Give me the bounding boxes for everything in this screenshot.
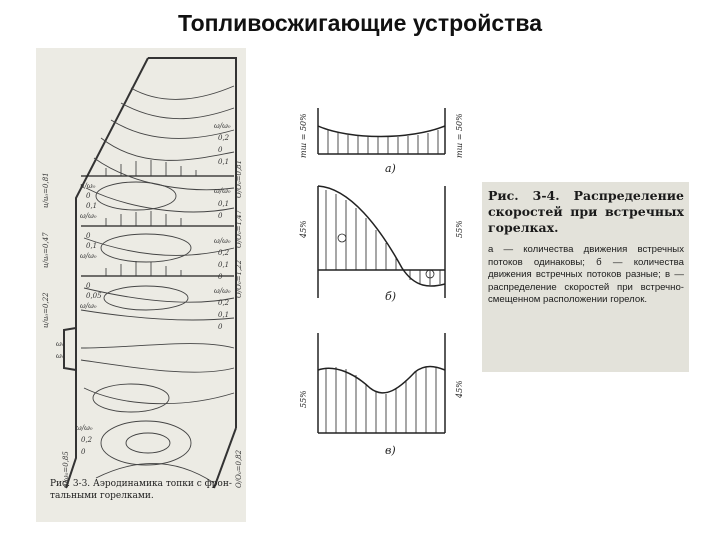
velocity-arrows	[106, 160, 196, 276]
annotation-left-4: ω/ω₀	[80, 212, 97, 220]
annotation-bottom-4: u/ω₀=0,85	[62, 451, 70, 488]
annotation-right-1: ω/ω₀	[214, 122, 231, 130]
measurement-bands	[81, 176, 234, 276]
annotation-right-3: 0	[218, 146, 223, 154]
burner-box	[64, 328, 76, 370]
annotation-right-11: 0	[218, 273, 223, 281]
slide-title: Топливосжигающие устройства	[177, 10, 543, 36]
annotation-side-1: u/u₀=0,81	[42, 172, 50, 208]
annotation-right-10: 0,1	[218, 261, 230, 269]
annotation-right-5: ω/ω₀	[214, 187, 231, 195]
annotation-left-11: ω₀	[56, 340, 65, 348]
annotation-right-15: 0	[218, 323, 223, 331]
panel-a-left-share: тш = 50%	[299, 113, 308, 158]
annotation-bottom-1: ω/ω₀	[76, 424, 93, 432]
figure-3-3-furnace-diagram	[36, 48, 246, 522]
annotation-ratio-3: O/O₀=1,22	[235, 259, 243, 298]
annotation-left-5: 0	[86, 232, 91, 240]
velocity-profile-panels	[290, 88, 475, 468]
figure-3-3-caption: Рис. 3-3. Аэродинамика топки с фрон-тальными горелками.	[50, 479, 232, 501]
annotation-ratio-1: O/O₀=0,81	[235, 159, 243, 198]
annotation-left-8: 0	[86, 282, 91, 290]
figure-3-4-caption-heading: Рис. 3-4. Распределение скоростей при встречных горелках.	[488, 188, 684, 235]
furnace-flow-drawing	[36, 48, 246, 522]
panel-c-right-share: 45%	[455, 380, 464, 398]
annotation-ratio-2: O/O₀=1,47	[235, 209, 243, 248]
figure-3-4-caption-box	[482, 182, 689, 372]
panel-c-label: в)	[385, 444, 396, 457]
annotation-bottom-3: 0	[81, 448, 86, 456]
annotation-side-2: u/u₀=0,47	[42, 232, 50, 268]
panel-a-right-share: тш = 50%	[455, 113, 464, 158]
panel-b-label: б)	[385, 290, 397, 303]
annotation-left-10: ω/ω₀	[80, 302, 97, 310]
figure-3-4-plots	[290, 88, 475, 468]
annotation-side-3: u/u₀=0,22	[42, 292, 50, 328]
panel-b-right-share: 55%	[455, 220, 464, 238]
annotation-left-12: ω₀	[56, 352, 65, 360]
annotation-bottom-2: 0,2	[81, 436, 93, 444]
panel-a-label: а)	[385, 162, 396, 175]
annotation-left-9: 0,05	[86, 292, 102, 300]
annotation-right-4: 0,1	[218, 158, 230, 166]
annotation-left-1: u/ω₀	[80, 182, 96, 190]
annotation-right-8: ω/ω₀	[214, 237, 231, 245]
annotation-left-2: 0	[86, 192, 91, 200]
annotation-left-6: 0,1	[86, 242, 98, 250]
annotation-left-3: 0,1	[86, 202, 98, 210]
panel-c	[318, 333, 445, 433]
annotation-ratio-4: O/O₀=0,82	[235, 449, 243, 488]
annotation-left-7: ω/ω₀	[80, 252, 97, 260]
panel-b-left-share: 45%	[299, 220, 308, 238]
panel-b	[318, 186, 445, 298]
figure-3-4-caption-body: а — количества движения встречных потоков одинаковы; б — количества движения встречных потоков разные; в — распределение скоростей при встречно-смещенном расположении горелок.	[488, 244, 684, 306]
annotation-right-7: 0	[218, 212, 223, 220]
panel-c-left-share: 55%	[299, 390, 308, 408]
panel-a	[318, 108, 445, 154]
annotation-right-12: ω/ω₀	[214, 287, 231, 295]
annotation-right-2: 0,2	[218, 134, 230, 142]
annotation-right-13: 0,2	[218, 299, 230, 307]
annotation-right-14: 0,1	[218, 311, 230, 319]
annotation-right-6: 0,1	[218, 200, 230, 208]
annotation-right-9: 0,2	[218, 249, 230, 257]
